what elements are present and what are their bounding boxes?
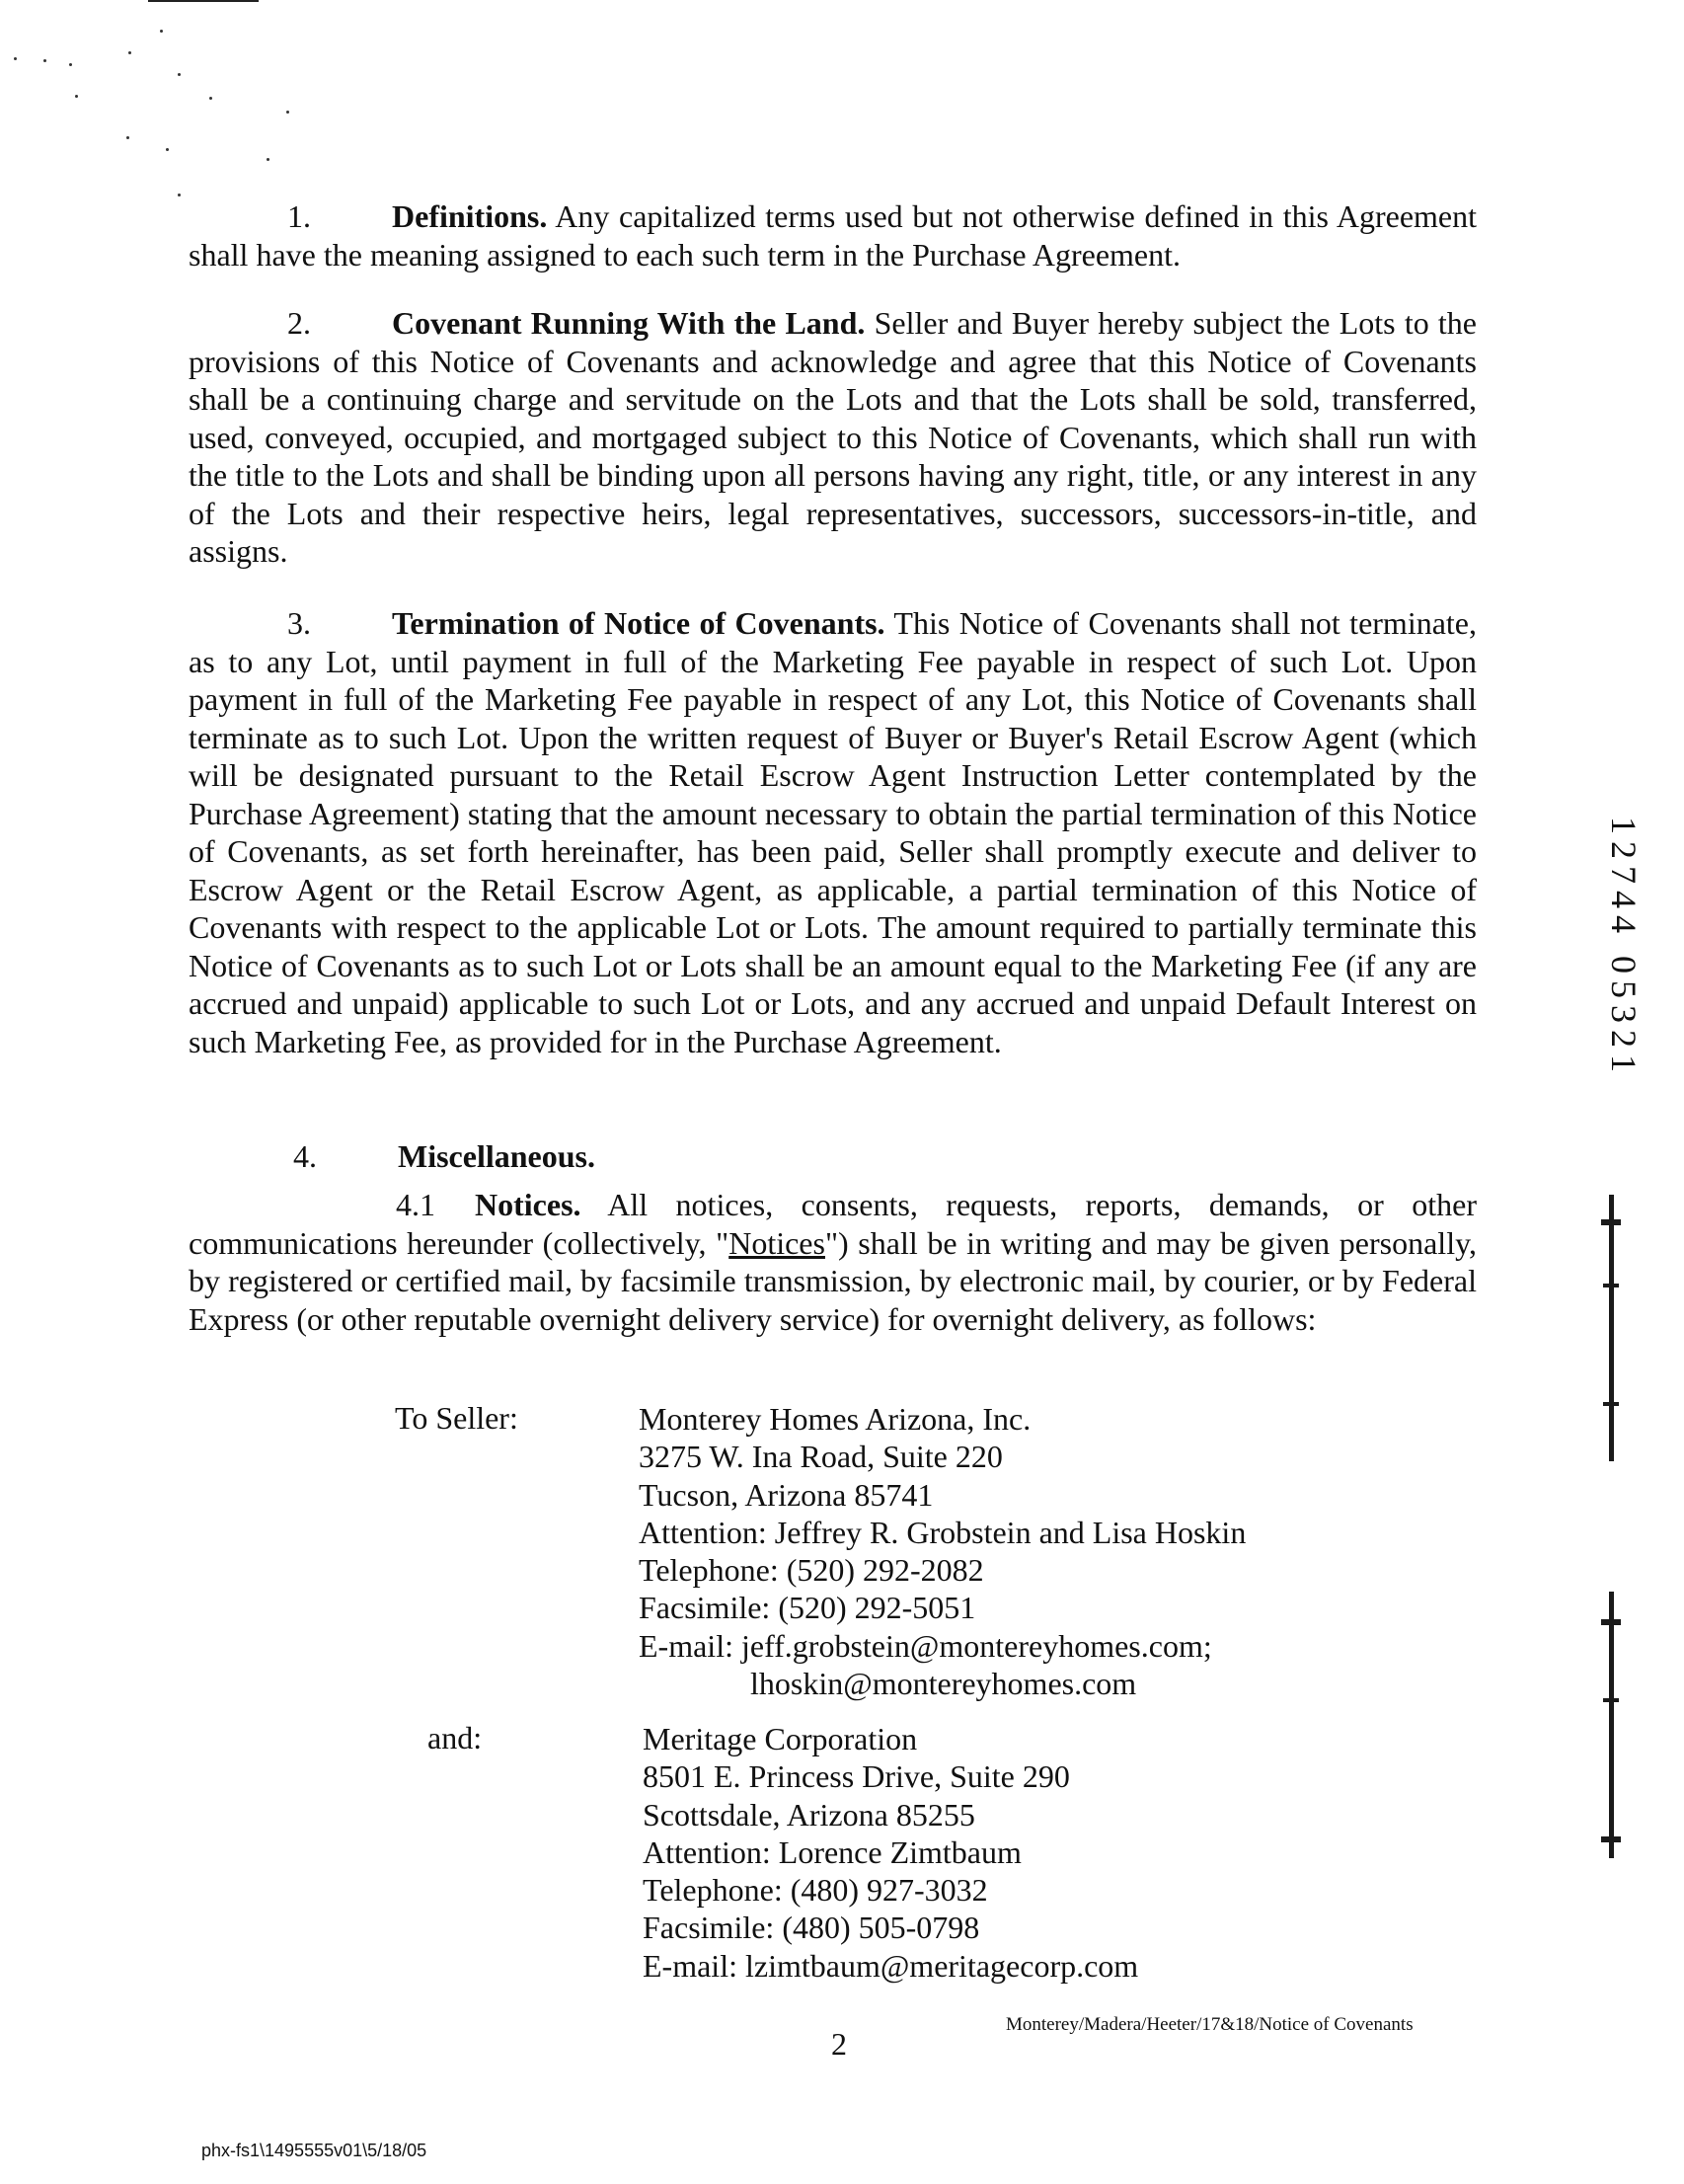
recording-number: 12744 05321 (1604, 817, 1644, 1079)
scan-speck (43, 59, 46, 62)
section-number: 2. (287, 305, 311, 341)
seller-telephone: Telephone: (520) 292-2082 (639, 1552, 984, 1589)
subsection-text-before: All notices, consents, requests, reports, demands, or other communications hereunder (collectively, " (189, 1187, 1477, 1261)
subsection-heading: Notices. (475, 1187, 581, 1222)
section-definitions (189, 197, 1477, 273)
and-attention: Attention: Lorence Zimtbaum (643, 1833, 1022, 1870)
scan-speck (14, 57, 17, 60)
section-text: Any capitalized terms used but not otherwise defined in this Agreement shall have the meaning assigned to each such term in the Purchase Agreement. (189, 198, 1477, 273)
page-number: 2 (831, 2026, 847, 2062)
document-id: phx-fs1\1495555v01\5/18/05 (201, 2141, 427, 2160)
seller-facsimile: Facsimile: (520) 292-5051 (639, 1590, 976, 1626)
scan-speck (178, 73, 181, 76)
section-termination (189, 604, 1477, 1060)
and-address-block (643, 1720, 1138, 1985)
section-number: 4. (293, 1138, 317, 1174)
defined-term-notices: Notices (728, 1224, 825, 1261)
scan-speck (267, 158, 269, 161)
scan-edge-mark (1601, 1619, 1621, 1625)
scan-speck (128, 51, 131, 54)
section-heading: Covenant Running With the Land. (392, 305, 866, 341)
scan-edge-mark (1603, 1402, 1619, 1406)
seller-email: E-mail: jeff.grobstein@montereyhomes.com; (639, 1627, 1212, 1664)
and-company: Meritage Corporation (643, 1721, 918, 1756)
section-text: Seller and Buyer hereby subject the Lots to the provisions of this Notice of Covenants and acknowledge and agree that this Notice of Covenants shall be a continuing charge and servitude on the Lots and that the Lots shall be sold, transferred, used, conveyed, occupied, and mortgaged subject to this Notice of Covenants, which shall run with the title to the Lots and shall be binding upon all persons having any right, title, or any interest in any of the Lots and their respective heirs, legal representatives, successors, successors-in-title, and assigns. (189, 305, 1478, 569)
scan-speck (160, 30, 163, 33)
and-street: 8501 E. Princess Drive, Suite 290 (643, 1758, 1070, 1795)
footer-reference: Monterey/Madera/Heeter/17&18/Notice of Covenants (1006, 2014, 1414, 2035)
section-heading: Definitions. (392, 198, 548, 234)
seller-address-block (639, 1400, 1246, 1702)
scan-edge-mark (1603, 1698, 1619, 1702)
subsection-number: 4.1 (396, 1187, 435, 1222)
top-edge-rule (148, 0, 259, 2)
scan-speck (126, 136, 129, 139)
section-text: This Notice of Covenants shall not terminate, as to any Lot, until payment in full of the Marketing Fee payable in respect of such Lot. Upon payment in full of the Marketing Fee payable in respect of any Lot, this Notice of Covenants shall terminate as to such Lot. Upon the written request of Buyer or Buyer's Retail Escrow Agent (which will be designated pursuant to the Retail Escrow Agent Instruction Letter contemplated by the Purchase Agreement) stating that the amount necessary to obtain the partial termination of this Notice of Covenants, as set forth hereinafter, has been paid, Seller shall promptly execute and deliver to Escrow Agent or the Retail Escrow Agent, as applicable, a partial termination of this Notice of Covenants with respect to the applicable Lot or Lots. The amount required to partially terminate this Notice of Covenants as to such Lot or Lots shall be an amount equal to the Marketing Fee (if any are accrued and unpaid) applicable to such Lot or Lots, and any accrued and unpaid Default Interest on such Marketing Fee, as provided for in the Purchase Agreement. (189, 605, 1478, 1059)
seller-city: Tucson, Arizona 85741 (639, 1476, 934, 1513)
seller-street: 3275 W. Ina Road, Suite 220 (639, 1439, 1003, 1475)
scan-edge-mark (1601, 1219, 1621, 1225)
seller-email-secondary: lhoskin@montereyhomes.com (750, 1666, 1137, 1702)
scan-edge-mark (1609, 1592, 1614, 1858)
section-number: 3. (287, 605, 311, 641)
section-covenant-running (189, 304, 1477, 571)
scan-speck (178, 194, 181, 196)
and-facsimile: Facsimile: (480) 505-0798 (643, 1910, 980, 1946)
subsection-text-after: ") shall be in writing and may be given personally, by registered or certified mail, by facsimile transmission, by electronic mail, by courier, or by Federal Express (or other reputable overnight delivery service) for overnight delivery, as follows: (189, 1224, 1478, 1337)
and-label: and: (427, 1720, 483, 1755)
scan-speck (209, 97, 212, 100)
section-miscellaneous (189, 1137, 1477, 1176)
scan-speck (286, 111, 289, 114)
section-notices (189, 1186, 1477, 1338)
scan-speck (166, 148, 169, 151)
scan-edge-mark (1609, 1195, 1614, 1461)
section-heading: Miscellaneous. (398, 1138, 595, 1174)
seller-attention: Attention: Jeffrey R. Grobstein and Lisa Hoskin (639, 1514, 1247, 1550)
scan-edge-mark (1603, 1284, 1619, 1287)
seller-label: To Seller: (395, 1400, 518, 1436)
and-city: Scottsdale, Arizona 85255 (643, 1796, 975, 1833)
section-number: 1. (287, 198, 311, 234)
scan-speck (75, 95, 78, 98)
scan-edge-mark (1601, 1836, 1621, 1842)
scan-speck (69, 63, 72, 66)
and-telephone: Telephone: (480) 927-3032 (643, 1872, 988, 1909)
and-email: E-mail: lzimtbaum@meritagecorp.com (643, 1947, 1139, 1984)
seller-company: Monterey Homes Arizona, Inc. (639, 1401, 1032, 1437)
section-heading: Termination of Notice of Covenants. (392, 605, 885, 641)
